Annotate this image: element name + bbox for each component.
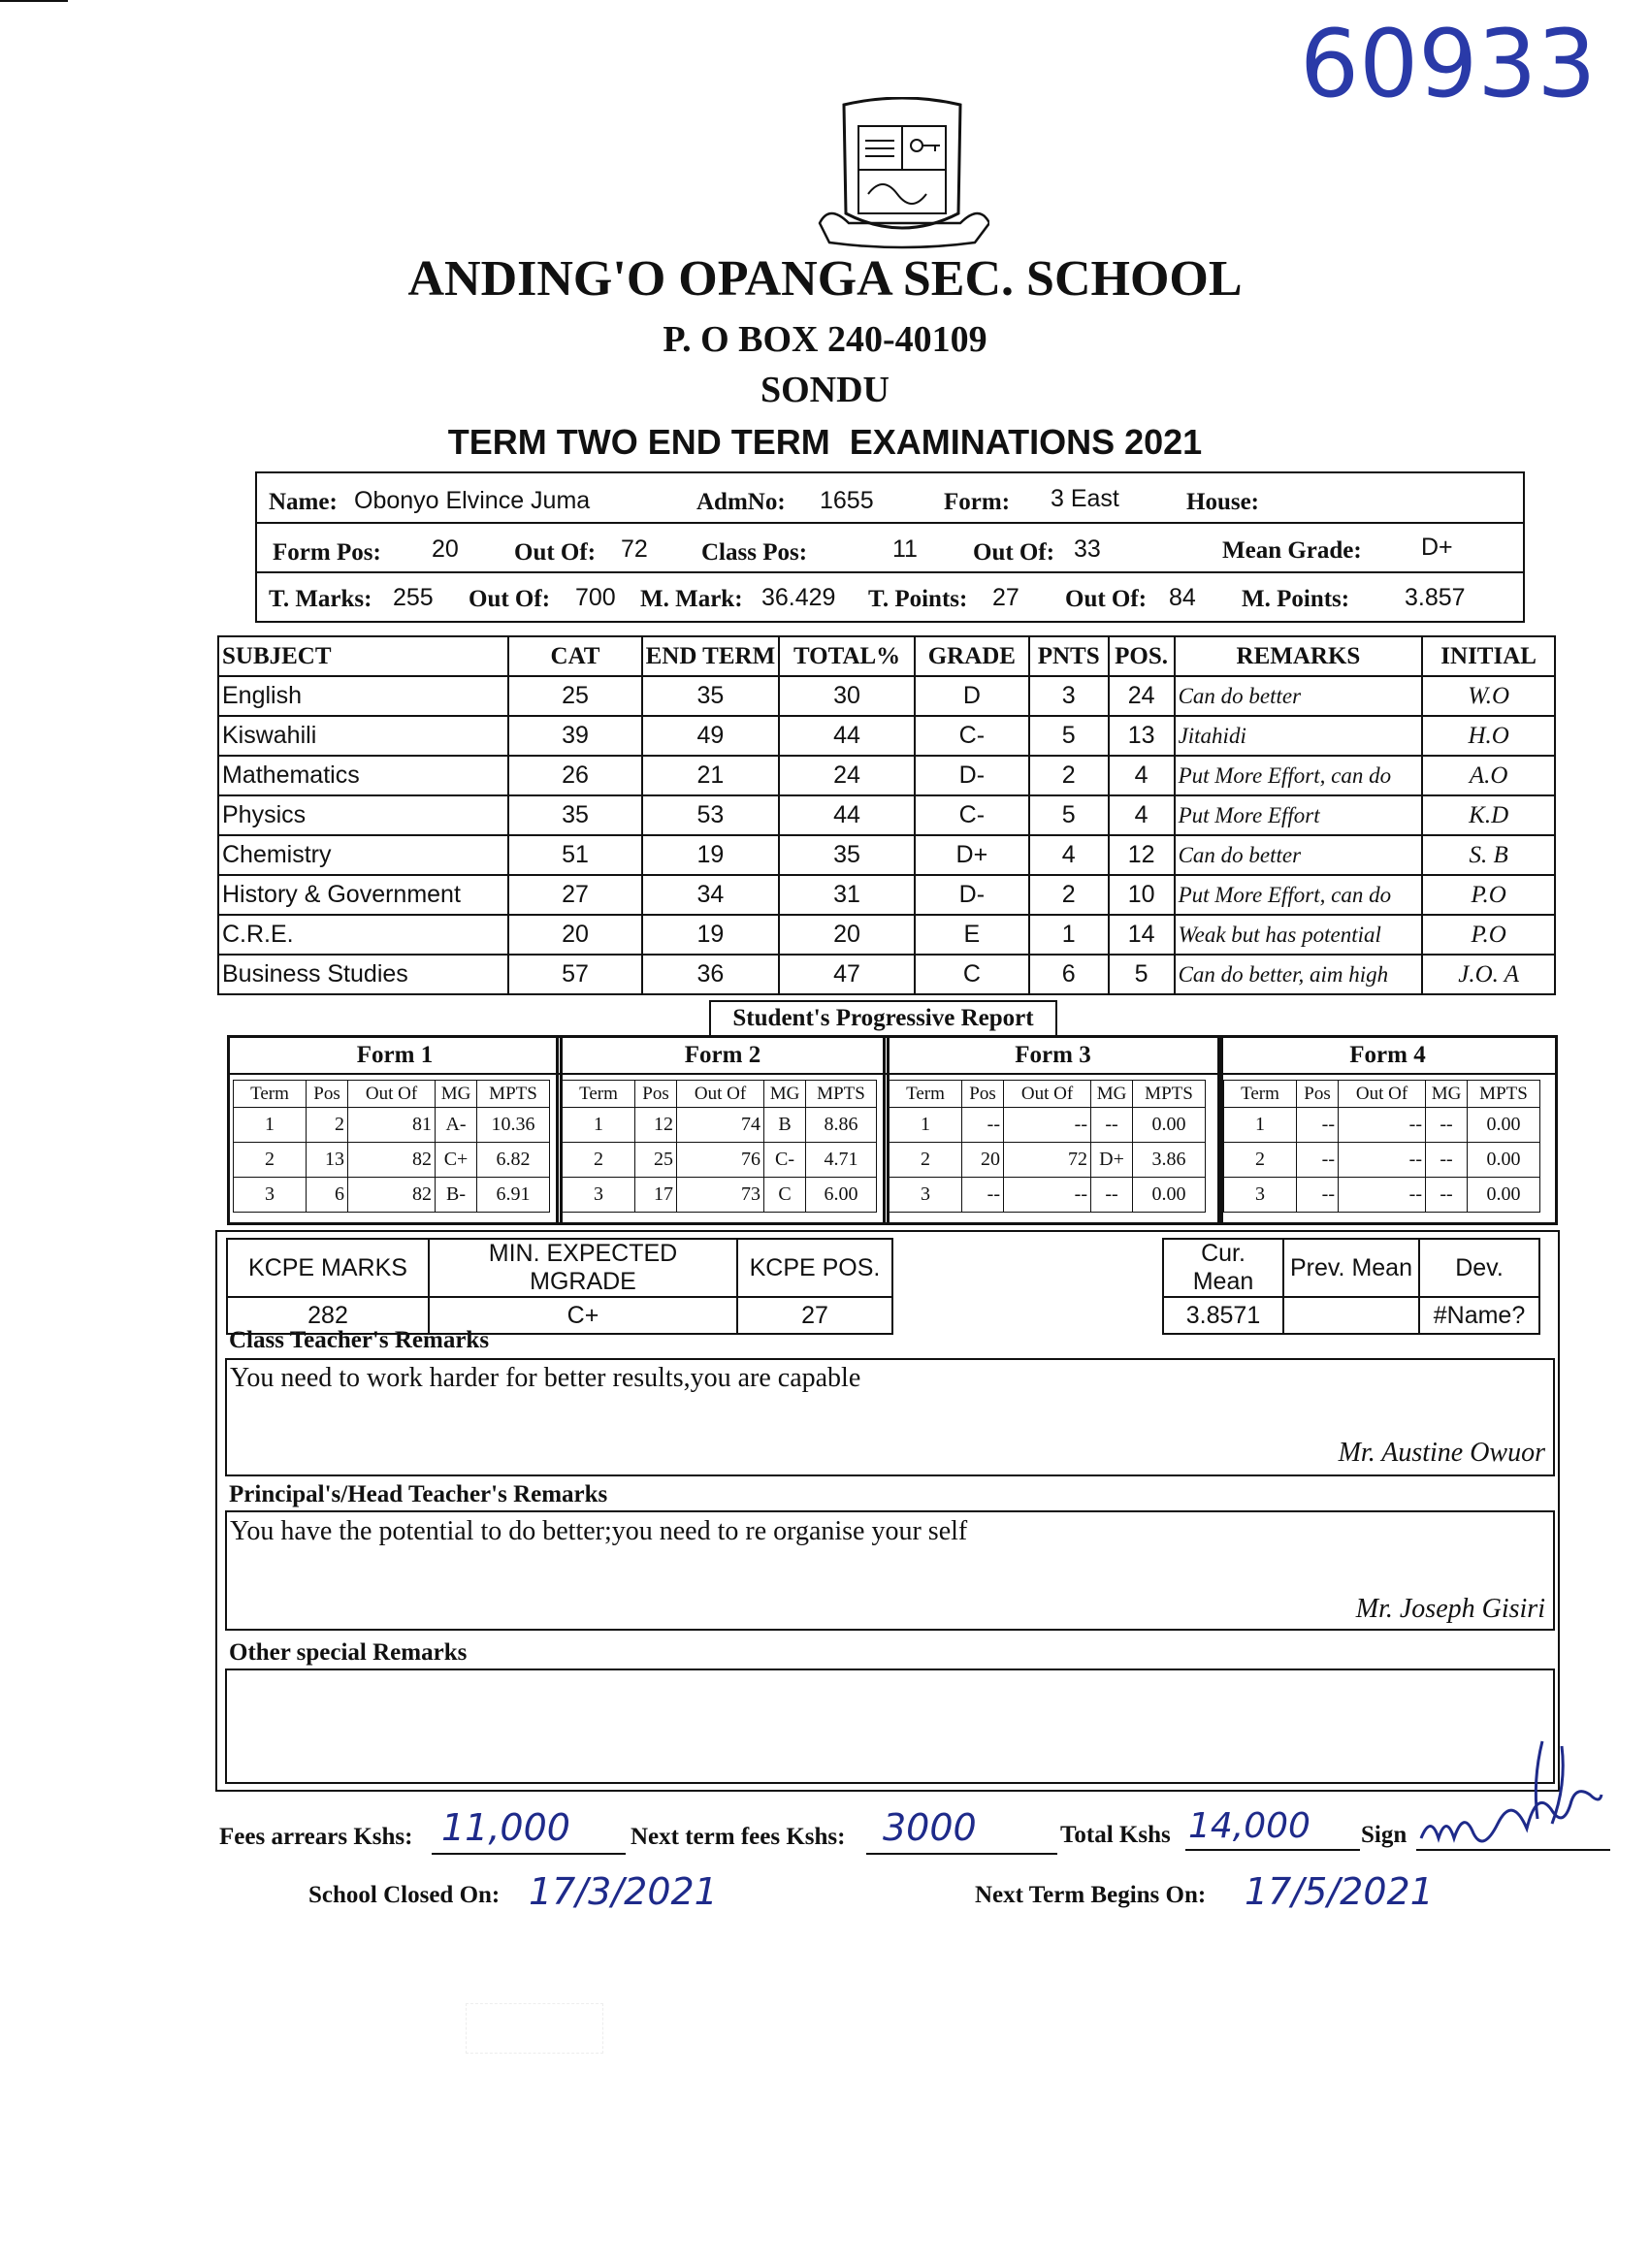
progress-cell: -- (1004, 1108, 1091, 1143)
end-term-cell: 19 (642, 915, 780, 955)
pos-cell: 5 (1109, 955, 1175, 994)
kcpe-table (226, 1238, 893, 1335)
kcpe-pos: 27 (737, 1297, 892, 1334)
principal-remarks-text: You have the potential to do better;you need to re organise your self (230, 1516, 968, 1546)
subject-row (218, 835, 1555, 875)
progress-cell: 10.36 (477, 1108, 550, 1143)
form-out-of-label: Out Of: (514, 539, 597, 566)
progress-form-3 (883, 1035, 1223, 1225)
progress-col-header: Term (563, 1081, 635, 1108)
school-name: ANDING'O OPANGA SEC. SCHOOL (407, 251, 1243, 307)
progress-cell: 2 (234, 1143, 307, 1178)
pnts-cell: 5 (1029, 716, 1109, 756)
progress-header-row (234, 1081, 550, 1108)
progress-cell: 6.91 (477, 1178, 550, 1213)
cat-cell: 27 (508, 875, 641, 915)
principal-name: Mr. Joseph Gisiri (1355, 1594, 1545, 1624)
progress-form-table (562, 1080, 877, 1213)
progress-col-header: Out Of (348, 1081, 436, 1108)
progress-cell: C- (764, 1143, 806, 1178)
progress-cell: 20 (962, 1143, 1004, 1178)
tpoints: 27 (992, 584, 1019, 611)
progress-cell: 6.00 (806, 1178, 877, 1213)
total-cell: 44 (779, 795, 915, 835)
mean-grade: D+ (1421, 534, 1453, 561)
form-label: Form: (944, 489, 1011, 515)
signature-image (1416, 1732, 1610, 1858)
progress-cell: 0.00 (1468, 1143, 1540, 1178)
form-pos-label: Form Pos: (273, 539, 381, 566)
cat-cell: 51 (508, 835, 641, 875)
initial-cell: P.O (1422, 875, 1555, 915)
progress-cell: 25 (635, 1143, 677, 1178)
progress-cell: 4.71 (806, 1143, 877, 1178)
cur-mean: 3.8571 (1163, 1297, 1283, 1334)
end-term-cell: 35 (642, 676, 780, 716)
cat-cell: 35 (508, 795, 641, 835)
next-term-fees-line (866, 1853, 1057, 1855)
cat-cell: 57 (508, 955, 641, 994)
total-kshs-line (1185, 1849, 1360, 1851)
progress-cell: 76 (677, 1143, 764, 1178)
grade-cell: C- (915, 716, 1029, 756)
progress-cell: 3.86 (1133, 1143, 1206, 1178)
subject-cell: Kiswahili (218, 716, 508, 756)
student-info-box (255, 471, 1525, 623)
progress-form-2 (556, 1035, 890, 1225)
progress-cell: 0.00 (1468, 1108, 1540, 1143)
mean-table (1162, 1238, 1540, 1335)
mean-header-row (1163, 1239, 1539, 1297)
total-cell: 47 (779, 955, 915, 994)
progress-col-header: Pos (307, 1081, 348, 1108)
kcpe-pos-header: KCPE POS. (737, 1239, 892, 1297)
school-closed-date: 17/3/2021 (529, 1870, 718, 1913)
remarks-cell: Can do better (1175, 676, 1423, 716)
progress-header-row (563, 1081, 877, 1108)
total-cell: 30 (779, 676, 915, 716)
grade-cell: C (915, 955, 1029, 994)
progress-row (234, 1143, 550, 1178)
progress-cell: 73 (677, 1178, 764, 1213)
progress-form-title: Form 1 (230, 1038, 560, 1075)
progress-col-header: MPTS (477, 1081, 550, 1108)
progress-cell: 6.82 (477, 1143, 550, 1178)
tmarks-label: T. Marks: (269, 586, 372, 612)
progress-cell: -- (962, 1108, 1004, 1143)
sign-label: Sign (1361, 1822, 1407, 1848)
pnts-header: PNTS (1029, 636, 1109, 676)
tpoints-label: T. Points: (868, 586, 968, 612)
subject-cell: Mathematics (218, 756, 508, 795)
progress-form-table (889, 1080, 1206, 1213)
pos-cell: 4 (1109, 756, 1175, 795)
progress-cell: -- (1091, 1108, 1133, 1143)
progress-cell: 13 (307, 1143, 348, 1178)
progress-cell: 1 (563, 1108, 635, 1143)
remarks-cell: Put More Effort, can do (1175, 756, 1423, 795)
subject-row (218, 915, 1555, 955)
total-cell: 24 (779, 756, 915, 795)
initial-cell: K.D (1422, 795, 1555, 835)
subjects-header-row (218, 636, 1555, 676)
progress-cell: 82 (348, 1143, 436, 1178)
progress-header-row (890, 1081, 1206, 1108)
other-remarks-label: Other special Remarks (229, 1639, 468, 1666)
initial-cell: W.O (1422, 676, 1555, 716)
prev-mean-header: Prev. Mean (1283, 1239, 1419, 1297)
next-term-begins-label: Next Term Begins On: (975, 1882, 1207, 1908)
kcpe-marks-header: KCPE MARKS (227, 1239, 429, 1297)
progress-row (1224, 1143, 1540, 1178)
cat-cell: 25 (508, 676, 641, 716)
end-term-cell: 21 (642, 756, 780, 795)
progress-cell: 6 (307, 1178, 348, 1213)
remarks-header: REMARKS (1175, 636, 1423, 676)
progress-cell: -- (1426, 1178, 1468, 1213)
progress-cell: B- (436, 1178, 477, 1213)
pos-cell: 4 (1109, 795, 1175, 835)
pnts-cell: 2 (1029, 756, 1109, 795)
progress-col-header: MG (1426, 1081, 1468, 1108)
subject-cell: History & Government (218, 875, 508, 915)
cat-cell: 26 (508, 756, 641, 795)
progress-row (890, 1178, 1206, 1213)
progress-row (1224, 1178, 1540, 1213)
progress-col-header: Term (1224, 1081, 1297, 1108)
next-term-begins-date: 17/5/2021 (1245, 1870, 1434, 1913)
end-term-cell: 53 (642, 795, 780, 835)
school-crest-logo (815, 97, 989, 262)
mpoints: 3.857 (1405, 584, 1466, 611)
form-pos: 20 (432, 535, 459, 563)
progress-form-title: Form 2 (559, 1038, 887, 1075)
pos-cell: 24 (1109, 676, 1175, 716)
pnts-cell: 5 (1029, 795, 1109, 835)
subject-row (218, 716, 1555, 756)
progress-cell: 3 (890, 1178, 962, 1213)
kcpe-marks: 282 (227, 1297, 429, 1334)
next-term-fees: 3000 (883, 1806, 977, 1849)
remarks-cell: Put More Effort, can do (1175, 875, 1423, 915)
progress-col-header: MPTS (1133, 1081, 1206, 1108)
subject-row (218, 875, 1555, 915)
progress-cell: 3 (1224, 1178, 1297, 1213)
initial-cell: S. B (1422, 835, 1555, 875)
progress-header-row (1224, 1081, 1540, 1108)
remarks-cell: Can do better, aim high (1175, 955, 1423, 994)
progress-form-title: Form 3 (886, 1038, 1220, 1075)
progress-cell: 72 (1004, 1143, 1091, 1178)
mmark-label: M. Mark: (640, 586, 743, 612)
mean-value-row (1163, 1297, 1539, 1334)
progress-cell: 12 (635, 1108, 677, 1143)
progress-cell: 0.00 (1133, 1108, 1206, 1143)
progress-form-1 (227, 1035, 563, 1225)
pos-cell: 14 (1109, 915, 1175, 955)
progress-form-4 (1217, 1035, 1558, 1225)
pnts-cell: 2 (1029, 875, 1109, 915)
progress-cell: 3 (563, 1178, 635, 1213)
total-kshs-label: Total Kshs (1060, 1822, 1171, 1848)
class-teacher-name: Mr. Austine Owuor (1338, 1438, 1545, 1468)
class-teacher-remarks-label: Class Teacher's Remarks (229, 1327, 490, 1353)
progress-cell: -- (1426, 1108, 1468, 1143)
progress-cell: -- (1426, 1143, 1468, 1178)
progress-cell: -- (1339, 1108, 1426, 1143)
class-out-of: 33 (1074, 535, 1101, 563)
subject-header: SUBJECT (218, 636, 508, 676)
progress-cell: 3 (234, 1178, 307, 1213)
progress-col-header: Term (890, 1081, 962, 1108)
form-value: 3 East (1051, 485, 1119, 512)
name-label: Name: (269, 489, 338, 515)
progress-cell: 2 (563, 1143, 635, 1178)
progress-cell: 2 (1224, 1143, 1297, 1178)
initial-cell: H.O (1422, 716, 1555, 756)
subjects-table (217, 635, 1556, 995)
end-term-cell: 34 (642, 875, 780, 915)
progress-cell: B (764, 1108, 806, 1143)
subject-cell: Business Studies (218, 955, 508, 994)
cat-cell: 39 (508, 716, 641, 756)
mpoints-label: M. Points: (1242, 586, 1350, 612)
house-label: House: (1186, 489, 1259, 515)
pnts-cell: 3 (1029, 676, 1109, 716)
subject-cell: English (218, 676, 508, 716)
remarks-cell: Jitahidi (1175, 716, 1423, 756)
grade-cell: D (915, 676, 1029, 716)
remarks-cell: Weak but has potential (1175, 915, 1423, 955)
progress-row (234, 1108, 550, 1143)
progress-cell: -- (1297, 1108, 1339, 1143)
end-term-cell: 19 (642, 835, 780, 875)
corner-mark (0, 0, 68, 2)
progress-cell: A- (436, 1108, 477, 1143)
progress-row (234, 1178, 550, 1213)
grade-cell: D- (915, 756, 1029, 795)
pos-cell: 10 (1109, 875, 1175, 915)
progress-cell: 1 (234, 1108, 307, 1143)
progress-col-header: Out Of (1339, 1081, 1426, 1108)
remarks-cell: Can do better (1175, 835, 1423, 875)
progress-row (563, 1178, 877, 1213)
progress-form-title: Form 4 (1220, 1038, 1555, 1075)
dev-header: Dev. (1419, 1239, 1539, 1297)
class-pos-label: Class Pos: (701, 539, 808, 566)
subject-row (218, 676, 1555, 716)
progress-cell: 17 (635, 1178, 677, 1213)
progressive-report-title: Student's Progressive Report (709, 1000, 1057, 1037)
subject-cell: Physics (218, 795, 508, 835)
progress-cell: D+ (1091, 1143, 1133, 1178)
school-closed-label: School Closed On: (308, 1882, 501, 1908)
progress-col-header: Term (234, 1081, 307, 1108)
progress-cell: -- (1339, 1143, 1426, 1178)
form-out-of: 72 (621, 535, 648, 563)
adm-label: AdmNo: (696, 489, 786, 515)
progress-cell: -- (962, 1178, 1004, 1213)
progress-cell: 82 (348, 1178, 436, 1213)
pos-cell: 13 (1109, 716, 1175, 756)
progress-cell: -- (1091, 1178, 1133, 1213)
subject-cell: Chemistry (218, 835, 508, 875)
progress-cell: 1 (890, 1108, 962, 1143)
progress-cell: 0.00 (1133, 1178, 1206, 1213)
progress-col-header: MG (764, 1081, 806, 1108)
total-cell: 35 (779, 835, 915, 875)
progress-row (563, 1108, 877, 1143)
subject-row (218, 795, 1555, 835)
tmarks-out-of: 700 (575, 584, 616, 611)
end-term-header: END TERM (642, 636, 780, 676)
cat-header: CAT (508, 636, 641, 676)
progress-col-header: MG (436, 1081, 477, 1108)
pnts-cell: 1 (1029, 915, 1109, 955)
fees-arrears: 11,000 (441, 1806, 570, 1849)
progress-cell: 2 (307, 1108, 348, 1143)
cat-cell: 20 (508, 915, 641, 955)
progress-row (563, 1143, 877, 1178)
tpoints-out-of: 84 (1169, 584, 1196, 611)
pnts-cell: 6 (1029, 955, 1109, 994)
mean-grade-label: Mean Grade: (1222, 537, 1362, 564)
adm-no: 1655 (820, 487, 874, 514)
progress-cell: -- (1297, 1143, 1339, 1178)
school-town: SONDU (760, 370, 890, 410)
progress-cell: -- (1339, 1178, 1426, 1213)
progress-cell: 0.00 (1468, 1178, 1540, 1213)
progress-col-header: Pos (962, 1081, 1004, 1108)
subject-cell: C.R.E. (218, 915, 508, 955)
progress-row (1224, 1108, 1540, 1143)
dev: #Name? (1419, 1297, 1539, 1334)
progress-row (890, 1143, 1206, 1178)
grade-cell: D+ (915, 835, 1029, 875)
progress-col-header: MPTS (1468, 1081, 1540, 1108)
subject-row (218, 756, 1555, 795)
next-term-fees-label: Next term fees Kshs: (631, 1824, 846, 1850)
total-cell: 44 (779, 716, 915, 756)
total-kshs: 14,000 (1188, 1806, 1310, 1846)
initial-cell: A.O (1422, 756, 1555, 795)
progress-col-header: Out Of (677, 1081, 764, 1108)
student-name: Obonyo Elvince Juma (354, 487, 591, 514)
progress-cell: 8.86 (806, 1108, 877, 1143)
progress-col-header: Pos (1297, 1081, 1339, 1108)
tmarks: 255 (393, 584, 434, 611)
pos-header: POS. (1109, 636, 1175, 676)
fees-arrears-label: Fees arrears Kshs: (219, 1824, 413, 1850)
tpoints-out-of-label: Out Of: (1065, 586, 1148, 612)
kcpe-header-row (227, 1239, 892, 1297)
min-expected-mgrade: C+ (429, 1297, 737, 1334)
progress-cell: -- (1297, 1178, 1339, 1213)
handwritten-number: 60933 (1300, 10, 1597, 118)
school-box: P. O BOX 240-40109 (663, 319, 987, 360)
end-term-cell: 36 (642, 955, 780, 994)
min-expected-mgrade-header: MIN. EXPECTED MGRADE (429, 1239, 737, 1297)
initial-cell: J.O. A (1422, 955, 1555, 994)
remarks-cell: Put More Effort (1175, 795, 1423, 835)
principal-remarks-label: Principal's/Head Teacher's Remarks (229, 1481, 608, 1507)
progress-cell: 2 (890, 1143, 962, 1178)
grade-cell: E (915, 915, 1029, 955)
progress-cell: -- (1004, 1178, 1091, 1213)
progress-col-header: MPTS (806, 1081, 877, 1108)
initial-cell: P.O (1422, 915, 1555, 955)
progress-col-header: Pos (635, 1081, 677, 1108)
progress-cell: C+ (436, 1143, 477, 1178)
progress-form-table (233, 1080, 550, 1213)
cur-mean-header: Cur. Mean (1163, 1239, 1283, 1297)
faint-stamp (466, 2003, 603, 2054)
grade-header: GRADE (915, 636, 1029, 676)
progress-form-table (1223, 1080, 1540, 1213)
total-header: TOTAL% (779, 636, 915, 676)
progress-cell: 81 (348, 1108, 436, 1143)
pos-cell: 12 (1109, 835, 1175, 875)
progress-cell: 1 (1224, 1108, 1297, 1143)
progress-cell: C (764, 1178, 806, 1213)
prev-mean (1283, 1297, 1419, 1334)
exam-title: TERM TWO END TERM EXAMINATIONS 2021 (447, 422, 1203, 462)
mmark: 36.429 (761, 584, 836, 611)
grade-cell: C- (915, 795, 1029, 835)
tmarks-out-of-label: Out Of: (469, 586, 551, 612)
progress-col-header: Out Of (1004, 1081, 1091, 1108)
fees-arrears-line (432, 1853, 626, 1855)
class-out-of-label: Out Of: (973, 539, 1055, 566)
other-remarks-box (225, 1669, 1555, 1784)
class-teacher-remarks-text: You need to work harder for better results,you are capable (230, 1363, 861, 1393)
grade-cell: D- (915, 875, 1029, 915)
initial-header: INITIAL (1422, 636, 1555, 676)
progress-col-header: MG (1091, 1081, 1133, 1108)
pnts-cell: 4 (1029, 835, 1109, 875)
progress-row (890, 1108, 1206, 1143)
progress-cell: 74 (677, 1108, 764, 1143)
total-cell: 31 (779, 875, 915, 915)
subject-row (218, 955, 1555, 994)
class-pos: 11 (892, 535, 918, 563)
end-term-cell: 49 (642, 716, 780, 756)
total-cell: 20 (779, 915, 915, 955)
